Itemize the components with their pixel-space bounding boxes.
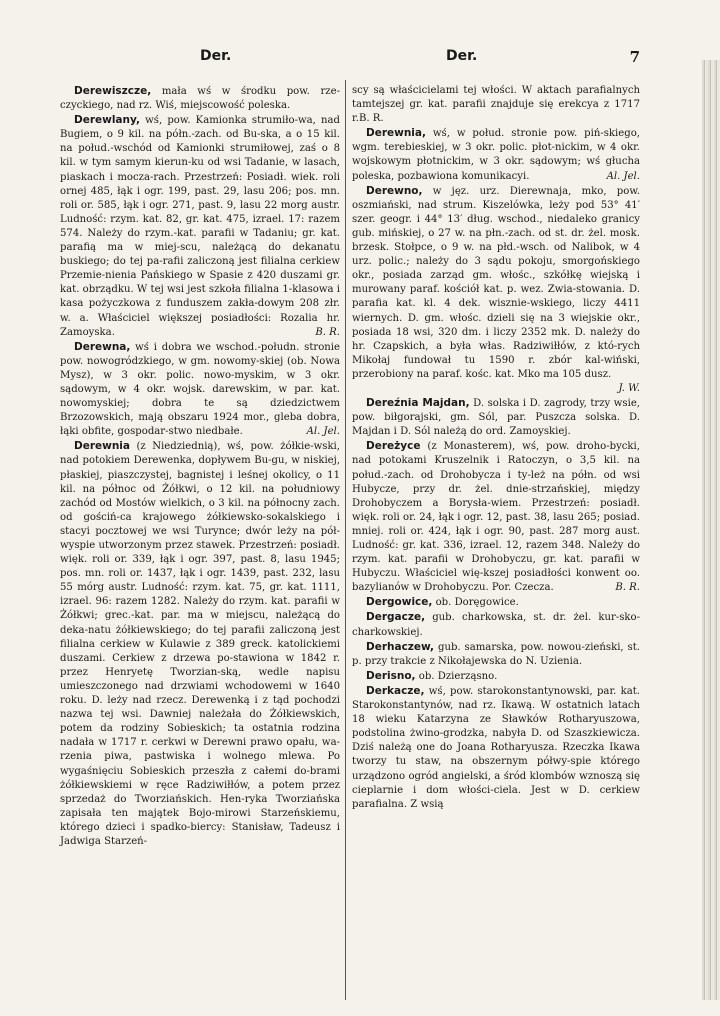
dictionary-entry [60, 113, 340, 340]
entry-term: Derhaczew, [366, 640, 435, 653]
dictionary-entry [352, 184, 640, 396]
entry-text: ob. Dzierząsno. [418, 670, 498, 682]
entry-text: wś, pow. Kamionka strumiło-wa, nad Bugiem, o 9 kil. na półn.-zach. od Bu-ska, a o 15 kil. na połud.-wschód od Kamionki strumiłowej, zaś o 8 kil. w tym samym kierun-ku od wsi Tadanie, w lasach, piaskach i mocza-rach. Przestrzeń: Posiadł. wiek. roli ornej 485, łąk i ogr. 199, past. 29, lasu 206; pos. mn. roli or. 585, łąk i ogr. 271, past. 9, lasu 22 morg austr. Ludność: rzym. kat. 82, gr. kat. 475, izrael. 17: razem 574. Należy do rzym.-kat. parafii w Tadaniu; gr. kat. parafią ma w miej-scu, należącą do dekanatu buskiego; do tej pa-rafii zaliczoną jest filialna cerkiew Przemie-nienia Pańskiego w Spasie z 420 duszami gr. kat. obrządku. W tej wsi jest szkoła filialna 1-klasowa i kasa pożyczkowa z funduszem zakła-dowym 208 złr. w. a. Właściciel większej posiadłości: Rozalia hr. Zamoyska. [60, 115, 340, 338]
dictionary-entry [352, 126, 640, 183]
entry-term: Derewiszcze, [74, 85, 152, 97]
dictionary-entry [60, 439, 340, 849]
dictionary-entry [352, 439, 640, 595]
entry-text: D. solska i D. zagrody, trzy wsie, pow. biłgorajski, gm. Sól, par. Puszcza solska. D. Majdan i D. Sól należą do ord. Zamoyskiej. [352, 398, 640, 438]
entry-text: wś, w połud. stronie pow. piń-skiego, wgm. terebieskiej, w 3 okr. polic. płot-nickim, w 4 okr. wojskowym płotnickim, w 3 okr. sądowym; wś głucha poleska, pozbawiona komunikacyi. [352, 128, 640, 182]
page-edge [702, 60, 720, 1000]
entry-term: Derewnia [74, 440, 130, 453]
entry-signature: B. R. [615, 582, 640, 594]
entry-signature: J. W. [618, 382, 640, 394]
entry-text: wś, pow. starokonstantynowski, par. kat. Starokonstantynów, nad rz. Ikawą. W ostatnich latach 18 wieku Katarzyna ze Sławków Rotharyuszowa, podstolina żwino-grodzka, nabyła D. od Szaszkiewicza. Dziś należą one do Joana Rotharyusza. Rzeczka Ikawa tworzy tu staw, na obszernym półwy-spie którego urządzono ogród angielski, a śród klombów wznoszą się cieplarnie i dom włości-ciela. Jest w D. cerkiew parafialna. Z wsią [352, 685, 640, 810]
right-column [352, 84, 640, 812]
entry-term: Dereżyce [366, 440, 421, 453]
dictionary-entry [352, 84, 640, 126]
header-left: Der. [200, 48, 232, 64]
column-divider [345, 80, 346, 1000]
entry-term: Dereźnia Majdan, [366, 397, 470, 410]
dictionary-entry [352, 610, 640, 639]
page-number: 7 [629, 48, 640, 66]
entry-term: Dergacze, [366, 611, 426, 624]
entry-text: gub. samarska, pow. nowou-zieński, st. p. przy trakcie z Nikołajewska do N. Uzienia. [352, 641, 640, 667]
entry-term: Derkacze, [366, 684, 425, 697]
dictionary-entry [352, 684, 640, 812]
entry-term: Derewno, [366, 184, 423, 197]
dictionary-entry [352, 595, 640, 610]
dictionary-entry [352, 396, 640, 439]
dictionary-entry [352, 640, 640, 669]
dictionary-entry [60, 340, 340, 440]
entry-signature: Al. Jel. [606, 170, 640, 182]
left-column [60, 84, 340, 849]
entry-term: Dergowice, [366, 596, 433, 609]
entry-term: Derewna, [74, 340, 131, 353]
entry-signature: Al. Jel. [306, 426, 340, 438]
entry-text: gub. charkowska, st. dr. żel. kur-sko-charkowskiej. [352, 612, 640, 638]
entry-signature: B. R. [315, 326, 340, 338]
entry-text: (z Niedziednią), wś, pow. żółkie-wski, nad potokiem Derewenka, dopływem Bu-gu, w niskiej, płaskiej, piaszczystej, bagnistej i leśnej okolicy, o 11 kil. na północ od Żółkwi, o 12 kil. na południowy zachód od Mostów wielkich, o 3 kil. na północny zach. od gościń-ca krajowego żółkiewsko-sokalskiego i stacyi pocztowej we wsi Turynce; dwór leży na pół-wyspie utworzonym przez stawek. Przestrzeń: posiadł. więk. roli or. 339, łąk i ogr. 397, past. 8, lasu 1945; pos. mn. roli or. 1437, łąk i ogr. 1439, past. 232, lasu 55 mórg austr. Ludność: rzym. kat. 75, gr. kat. 1111, izrael. 96: razem 1282. Należy do rzym. kat. parafii w Żółkwi; grec.-kat. par. ma w miejscu, należącą do deka-natu żółkiewskiego; do tej parafii zaliczoną jest filialna cerkiew w Kulawie z 389 greck. katolickiemi duszami. Cerkiew z drzewa po-stawiona w 1842 r. przez Henryetę Tworzian-ską, wedle napisu umieszczonego nad drzwiami wchodowemi w 1640 roku. D. leży nad rzecz. Derewenką i z tąd pochodzi nazwa tej wsi. Dawniej należała do Żółkiewskich, potem da rodziny Sobieskich; ta ostatnia rodzina nadała w 1717 r. cerkwi w Derewni prawo opału, wa-rzenia piwa, pastwiska i wolnego mlewa. Po wygaśnięciu Sobieskich przeszła z całemi do-brami żółkiewskiemi w ręce Radziwiłłów, a potem przez sprzedaż do Tworziańskich. Hen-ryka Tworziańska zapisała ten majątek Bojo-mirowi Starzeńskiemu, którego dzieci i spadko-biercy: Stanisław, Tadeusz i Jadwiga Starzeń- [60, 441, 340, 847]
entry-signature: B. R. [358, 113, 384, 125]
entry-term: Derewlany, [74, 114, 141, 127]
page-header [60, 48, 640, 68]
entry-text: w jęz. urz. Dierewnaja, mko, pow. oszmiański, nad strum. Kiszelówka, leży pod 53° 41′ szer. geogr. i 44° 13′ dług. wschod., niedaleko granicy gub. mińskiej, o 27 w. na płn.-zach. od st. dr. żel. mosk. brzesk. Stołpce, o 9 w. na płd.-wsch. od Nalibok, w 4 urz. polic.; należy do 3 sądu pokoju, smorgońskiego okr., posiada zarząd gm. włośc., szkółkę wiejską i murowany paraf. kościół kat. p. wez. Zwia-stowania. D. parafia kat. kl. 4 dek. wisznie-wskiego, liczy 4411 wiernych. D. gm. włośc. dzieli się na 3 wiejskie okr., posiada 18 wsi, 320 dm. i liczy 2352 mk. D. należy do hr. Czapskich, a była włas. Radziwiłłów, z któ-rych Mikołaj fundował tu 1590 r. zbór kal-wiński, przerobiony na paraf. kośc. kat. Mko ma 105 dusz. [352, 185, 640, 380]
entry-term: Derewnia, [366, 127, 426, 140]
entry-text: mała wś w środku pow. rze-czyckiego, nad rz. Wiś, miejscowość poleska. [60, 86, 340, 112]
entry-text: wś i dobra we wschod.-połudn. stronie pow. nowogródzkiego, w gm. nowomy-skiej (ob. Nowa Mysz), w 3 okr. polic. nowo-myskim, w 3 okr. sądowym, w 4 okr. wojsk. darewskim, w par. kat. nowomyskiej; dobra te są dziedzictwem Brzozowskich, mają obszaru 1924 mor., gleba dobra, łąki obfite, gospodar-stwo niedbałe. [60, 341, 340, 438]
dictionary-entry [352, 669, 640, 684]
dictionary-entry [60, 84, 340, 113]
entry-text: (z Monasterem), wś, pow. droho-bycki, nad potokami Kruszelnik i Ratoczyn, o 3,5 kil. na połud.-zach. od Drohobycza i ty-leż na półn. od wsi Hubycze, przy dr. żel. dnie-strzańskiej, między Drohobyczem a Borysła-wiem. Przestrzeń: posiadł. więk. roli or. 24, łąk i ogr. 12, past. 38, lasu 265; posiad. mniej. roli or. 424, łąk i ogr. 90, past. 287 morg aust. Ludność: gr. kat. 336, izrael. 12, razem 348. Należy do rzym. kat. parafii w Drohobyczu, gr. kat. parafii w Hubyczu. Właściciel wię-kszej posiadłości konwent oo. bazylianów w Drohobyczu. Por. Czecza. [352, 441, 640, 594]
header-center: Der. [446, 48, 478, 64]
entry-term: Derisno, [366, 669, 416, 682]
entry-text: scy są właścicielami tej włości. W aktach parafialnych tamtejszej gr. kat. parafii znajduje się erekcya z 1717 r. [352, 85, 640, 125]
entry-text: ob. Doręgowice. [435, 597, 519, 609]
